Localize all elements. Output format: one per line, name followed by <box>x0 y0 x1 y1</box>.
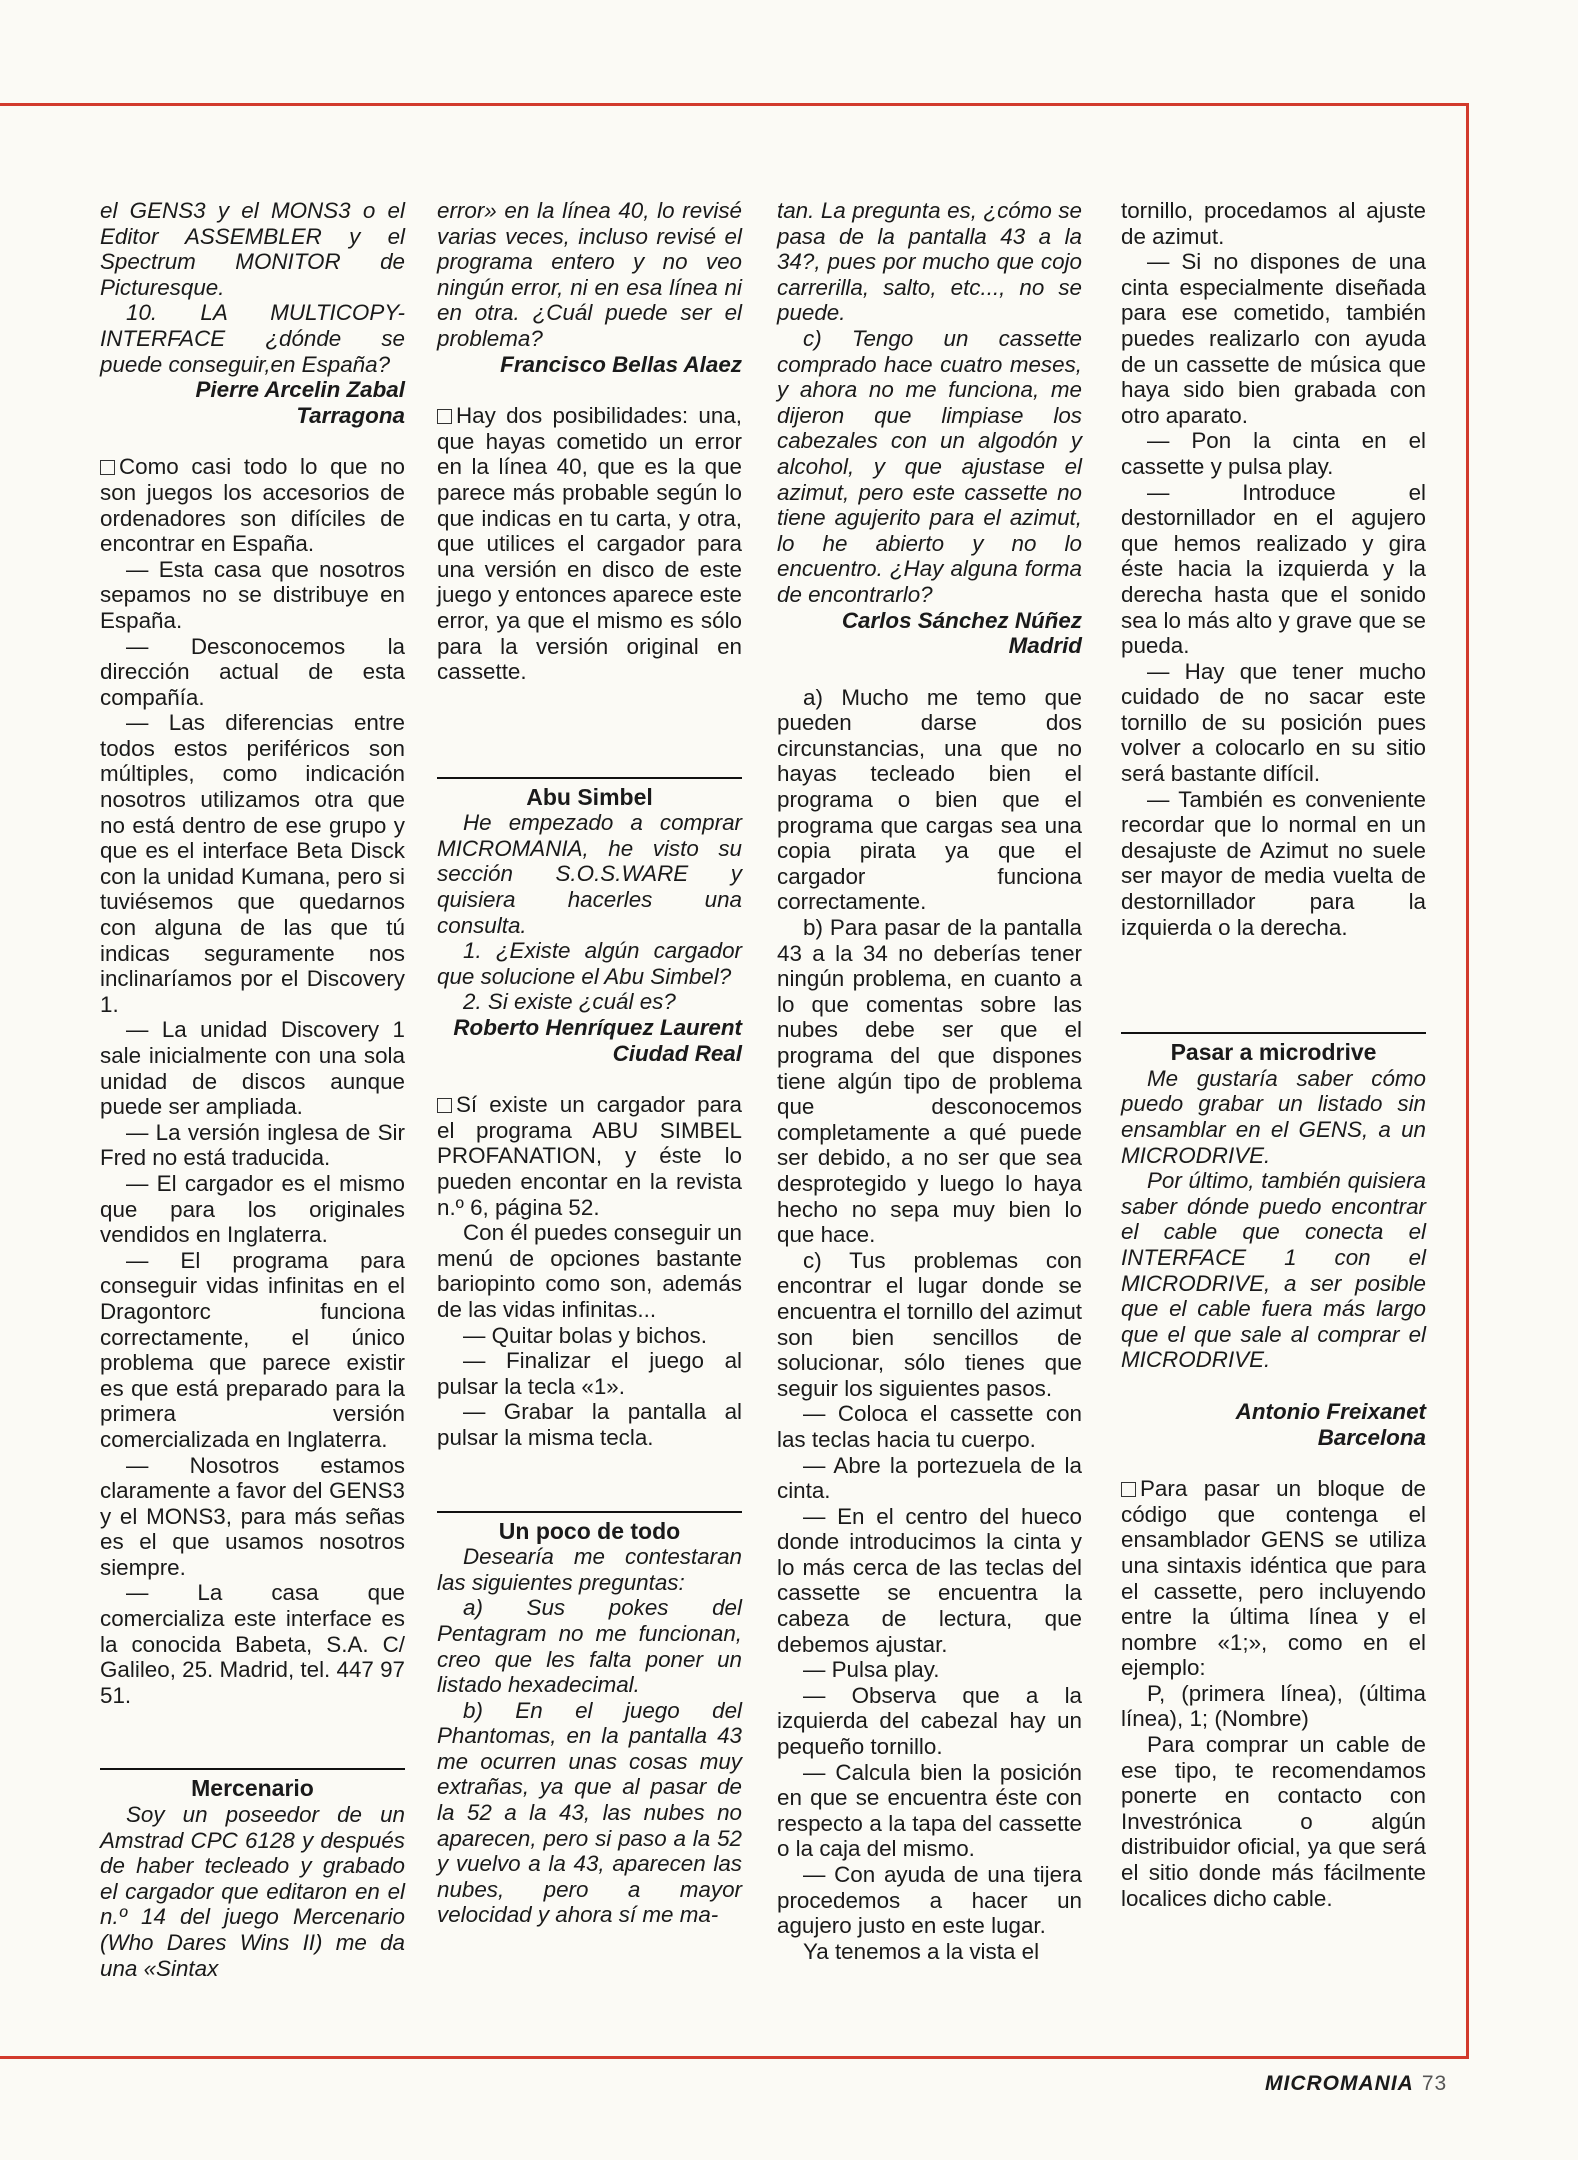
section-title-pasar-a-microdrive: Pasar a microdrive <box>1121 1032 1426 1066</box>
letter-text: Soy un poseedor de un Amstrad CPC 6128 y después de haber tecleado y grabado el cargador que editaron en el n.º 14 del juego Mercenario (Who Dares Wins II) me da una «Sintax <box>100 1802 405 1981</box>
letter-text: tan. La pregunta es, ¿cómo se pasa de la pantalla 43 a la 34?, pues por mucho que cojo carrerilla, salto, etc..., no se puede. <box>777 198 1082 326</box>
answer-text: — Con ayuda de una tijera procedemos a hacer un agujero justo en este lugar. <box>777 1862 1082 1939</box>
answer-text: — Finalizar el juego al pulsar la tecla «1». <box>437 1348 742 1399</box>
answer-text: — Esta casa que nosotros sepamos no se distribuye en España. <box>100 556 405 633</box>
letter-text: error» en la línea 40, lo revisé varias veces, incluso revisé el programa entero y no veo ningún error, ni en esa línea ni en otra. ¿Cuál puede ser el problema? <box>437 198 742 351</box>
letter-text: Me gustaría saber cómo puedo grabar un listado sin ensamblar en el GENS, a un MICRODRIVE. <box>1121 1065 1426 1168</box>
square-bullet-icon <box>1121 1482 1136 1497</box>
answer-text: — Quitar bolas y bichos. <box>463 1322 707 1348</box>
answer-text: — Pulsa play. <box>803 1657 940 1683</box>
answer-text: — Abre la portezuela de la cinta. <box>777 1452 1082 1504</box>
answer-text: b) Para pasar de la pantalla 43 a la 34 no deberías tener ningún problema, en cuanto a lo que comentas sobre las nubes debe ser que el programa del que dispones tiene algún tipo de problema que desconocemos completamente a qué puede ser debido, a no ser que sea desprotegido y luego lo haya hecho no sepa muy bien lo que hace. <box>777 915 1082 1248</box>
square-bullet-icon <box>437 409 452 424</box>
answer-text: a) Mucho me temo que pueden darse dos circunstancias, una que no hayas tecleado bien el programa o bien que el programa que cargas sea una copia pirata ya que el cargador funciona correctamente. <box>777 684 1082 915</box>
letter-text: Por último, también quisiera saber dónde puedo encontrar el cable que conecta el INTERFACE 1 con el MICRODRIVE, a ser posible que el cable fuera más largo que el que sale al comprar el MICRODRIVE. <box>1121 1168 1426 1373</box>
answer-text: P, (primera línea), (última línea), 1; (Nombre) <box>1121 1680 1426 1732</box>
answer-text: Para comprar un cable de ese tipo, te recomendamos ponerte en contacto con Investrónica o algún distribuidor oficial, ya que será el sitio donde más fácilmente localices dicho cable. <box>1121 1732 1426 1911</box>
letter-text: b) En el juego del Phantomas, en la pantalla 43 me ocurren unas cosas muy extrañas, ya que al pasar de la 52 a la 43, las nubes no aparecen, pero si paso a la 52 y vuelvo a la 43, aparecen las nubes, pero a mayor velocidad y ahora sí me ma- <box>437 1697 742 1928</box>
answer-text: — Hay que tener mucho cuidado de no sacar este tornillo de su posición pues volver a colocarlo en su sitio será bastante difícil. <box>1121 658 1426 787</box>
column-1 <box>100 198 405 1981</box>
answer-text: — La casa que comercializa este interface es la conocida Babeta, S.A. C/ Galileo, 25. Madrid, tel. 447 97 51. <box>100 1580 405 1708</box>
answer-text: — La versión inglesa de Sir Fred no está traducida. <box>100 1119 405 1171</box>
answer-text: — Pon la cinta en el cassette y pulsa play. <box>1121 428 1426 479</box>
answer-text: Con él puedes conseguir un menú de opciones bastante bariopinto como son, además de las vidas infinitas... <box>437 1220 742 1322</box>
page-number: 73 <box>1421 2072 1448 2095</box>
answer-text: — Si no dispones de una cinta especialmente diseñada para ese cometido, también puedes realizarlo con ayuda de un cassette de música que haya sido bien grabada con otro aparato. <box>1121 249 1426 428</box>
square-bullet-icon <box>100 460 115 475</box>
letter-text: c) Tengo un cassette comprado hace cuatro meses, y ahora no me funciona, me dijeron que limpiase los cabezales con un algodón y alcohol, y que ajustase el azimut, pero este cassette no tiene agujerito para el azimut, lo he abierto y no lo encuentro. ¿Hay alguna forma de encontrarlo? <box>777 325 1082 607</box>
page-footer <box>1265 2072 1447 2096</box>
letter-text: Desearía me contestaran las siguientes preguntas: <box>437 1544 742 1595</box>
section-title-un-poco-de-todo: Un poco de todo <box>437 1511 742 1545</box>
letter-text: 2. Si existe ¿cuál es? <box>463 989 676 1015</box>
signature-city: Ciudad Real <box>612 1040 742 1066</box>
column-2 <box>437 198 742 1928</box>
top-red-rule <box>0 103 1468 106</box>
answer-text: — Calcula bien la posición en que se encuentra éste con respecto a la tapa del cassette o la caja del mismo. <box>777 1759 1082 1862</box>
signature-city: Barcelona <box>1317 1424 1426 1450</box>
answer-text: — El cargador es el mismo que para los originales vendidos en Inglaterra. <box>100 1170 405 1248</box>
answer-text: — Desconocemos la dirección actual de esta compañía. <box>100 633 405 710</box>
bottom-red-rule <box>0 2056 1469 2059</box>
signature-city: Madrid <box>1008 633 1082 659</box>
answer-text: Sí existe un cargador para el programa ABU SIMBEL PROFANATION, y éste lo pueden encontar en la revista n.º 6, página 52. <box>437 1092 742 1220</box>
signature-name: Carlos Sánchez Núñez <box>841 607 1082 633</box>
answer-text: c) Tus problemas con encontrar el lugar donde se encuentra el tornillo del azimut son bien sencillos de solucionar, sólo tienes que seguir los siguientes pasos. <box>777 1247 1082 1401</box>
letter-text: 1. ¿Existe algún cargador que solucione el Abu Simbel? <box>437 938 742 989</box>
answer-text: Para pasar un bloque de código que contenga el ensamblador GENS se utiliza una sintaxis idéntica que para el cassette, pero incluyendo entre la última línea y el nombre «1;», como en el ejemplo: <box>1121 1476 1426 1681</box>
column-3 <box>777 198 1082 1964</box>
signature-city: Tarragona <box>296 402 405 428</box>
answer-text: — También es conveniente recordar que lo normal en un desajuste de Azimut no suele ser mayor de media vuelta de destornillador para la izquierda o la derecha. <box>1121 786 1426 940</box>
answer-text: — El programa para conseguir vidas infinitas en el Dragontorc funciona correctamente, el único problema que parece existir es que está preparado para la primera versión comercializada en Inglaterra. <box>100 1247 405 1452</box>
signature-name: Antonio Freixanet <box>1235 1398 1426 1424</box>
column-4 <box>1121 198 1426 1911</box>
answer-text: tornillo, procedamos al ajuste de azimut. <box>1121 198 1426 249</box>
letter-text: a) Sus pokes del Pentagram no me funcionan, creo que les falta poner un listado hexadecimal. <box>437 1595 742 1698</box>
answer-text: — La unidad Discovery 1 sale inicialmente con una sola unidad de discos aunque puede ser ampliada. <box>100 1017 405 1120</box>
letter-text: 10. LA MULTICOPY-INTERFACE ¿dónde se puede conseguir,en España? <box>100 300 405 377</box>
answer-text: — Observa que a la izquierda del cabezal hay un pequeño tornillo. <box>777 1682 1082 1760</box>
answer-text: — Nosotros estamos claramente a favor del GENS3 y el MONS3, para más señas es el que usamos nosotros siempre. <box>100 1452 405 1580</box>
answer-text: — Introduce el destornillador en el agujero que hemos realizado y gira éste hacia la izquierda y la derecha hasta que el sonido sea lo más alto y grave que se pueda. <box>1121 479 1426 659</box>
signature-name: Pierre Arcelin Zabal <box>195 377 405 403</box>
answer-text: — En el centro del hueco donde introducimos la cinta y lo más cerca de las teclas del cassette se encuentra la cabeza de lectura, que debemos ajustar. <box>777 1503 1082 1657</box>
signature-name: Francisco Bellas Alaez <box>500 351 742 377</box>
square-bullet-icon <box>437 1098 452 1113</box>
section-title-mercenario: Mercenario <box>100 1768 405 1802</box>
right-red-rule <box>1466 103 1469 2058</box>
answer-text: — Coloca el cassette con las teclas hacia tu cuerpo. <box>777 1401 1082 1452</box>
signature-name: Roberto Henríquez Laurent <box>453 1015 742 1041</box>
letter-text: el GENS3 y el MONS3 o el Editor ASSEMBLER y el Spectrum MONITOR de Picturesque. <box>100 198 405 300</box>
answer-text: — Las diferencias entre todos estos periféricos son múltiples, como indicación nosotros utilizamos otra que no está dentro de ese grupo y que es el interface Beta Disck con la unidad Kumana, pero si tuviésemos que quedarnos con alguna de las que tú indicas seguramente nos inclinaríamos por el Discovery 1. <box>100 710 405 1017</box>
answer-text: Hay dos posibilidades: una, que hayas cometido un error en la línea 40, que es la que parece más probable según lo que indicas en tu carta, y otra, que utilices el cargador para una versión en disco de este juego y entonces aparece este error, ya que el mismo es sólo para la versión original en cassette. <box>437 403 742 685</box>
answer-text: Como casi todo lo que no son juegos los accesorios de ordenadores son difíciles de encontrar en España. <box>100 454 405 557</box>
section-title-abu-simbel: Abu Simbel <box>437 777 742 811</box>
answer-text: Ya tenemos a la vista el <box>803 1938 1040 1964</box>
answer-text: — Grabar la pantalla al pulsar la misma tecla. <box>437 1399 742 1450</box>
magazine-name: MICROMANIA <box>1265 2072 1414 2095</box>
letter-text: He empezado a comprar MICROMANIA, he visto su sección S.O.S.WARE y quisiera hacerles una consulta. <box>437 810 742 938</box>
